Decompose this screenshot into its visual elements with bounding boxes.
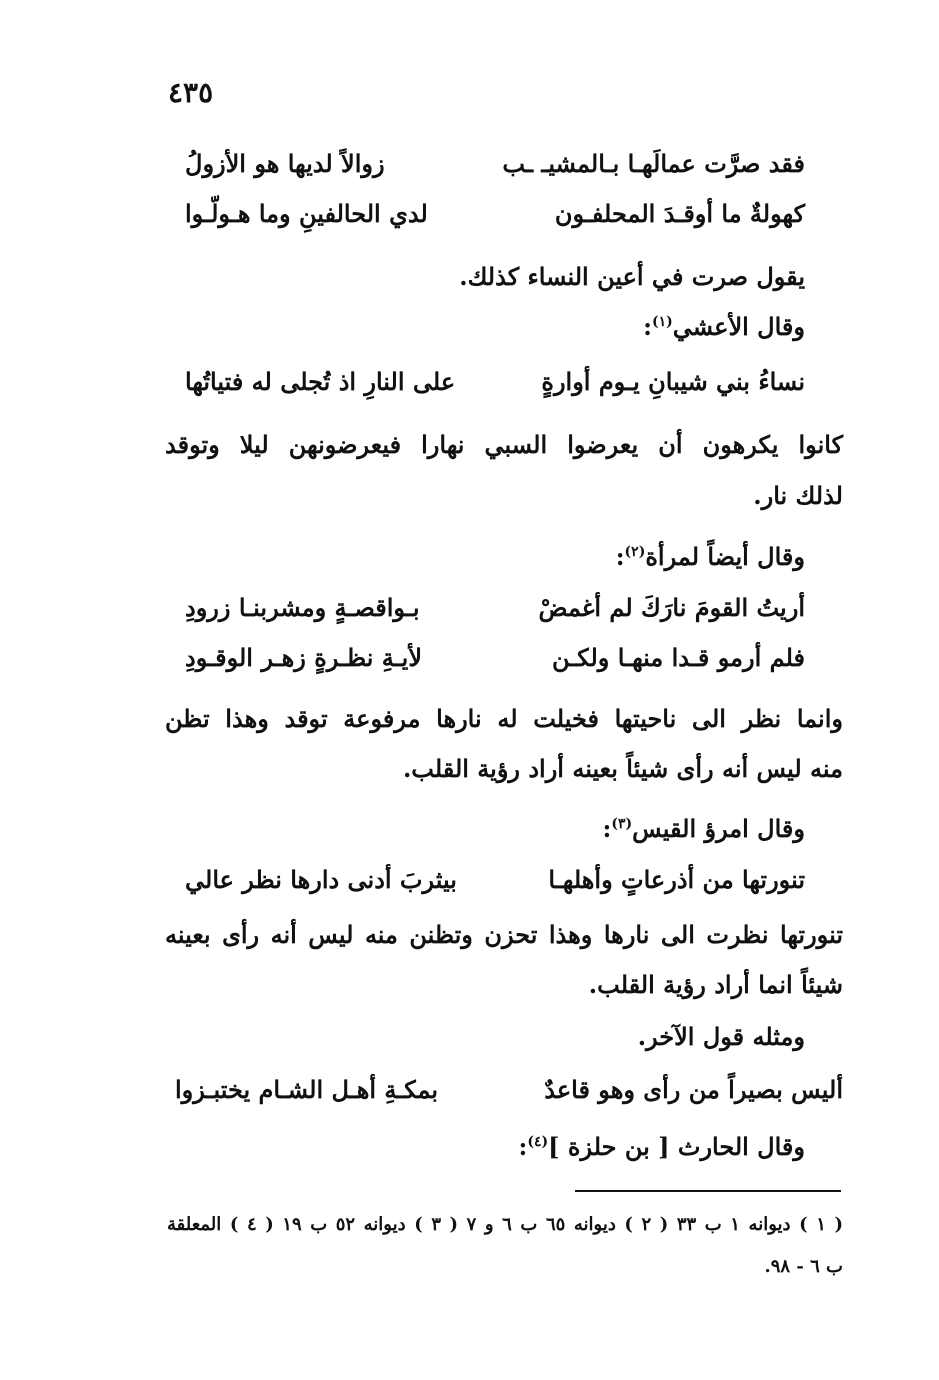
prose-line: يقول صرت في أعين النساء كذلك.: [459, 262, 805, 291]
intro-text: وقال أيضاً لمرأة: [645, 542, 805, 571]
footnote-marker: (٣): [611, 816, 633, 832]
second-hemistich: بـواقصـةٍ ومشربنـا زرودِ: [185, 592, 420, 622]
intro-colon: :: [602, 814, 612, 843]
page-number: ٤٣٥: [168, 76, 214, 109]
second-hemistich: زوالاً لديها هو الأزولُ: [185, 148, 385, 178]
verse-line: [175, 1066, 843, 1112]
verse-line: [185, 584, 805, 630]
second-hemistich: لدي الحالفينِ وما هـولّـوا: [185, 198, 428, 228]
prose-line: تنورتها نظرت الى نارها وهذا تحزن وتظنن منه ليس أنه رأى بعينه: [165, 920, 843, 949]
verse-line: [185, 140, 805, 186]
intro-text: وقال الحارث [ بن حلزة ]: [548, 1132, 805, 1161]
prose-line: شيئاً انما أراد رؤية القلب.: [588, 970, 843, 999]
verse-line: [185, 358, 805, 404]
first-hemistich: أليس بصيراً من رأى وهو قاعدٌ: [544, 1074, 843, 1104]
footnote-marker: (١): [651, 314, 673, 330]
intro-text: وقال الأعشي: [672, 312, 805, 341]
poet-intro: [616, 542, 805, 571]
second-hemistich: لأيـةِ نظـرةٍ زهـر الوقـودِ: [185, 642, 423, 672]
prose-line: لذلك نار.: [753, 481, 843, 510]
footnote-line: ( ١ ) ديوانه ١ ب ٣٣ ( ٢ ) ديوانه ٦٥ ب ٦ و ٧ ( ٣ ) ديوانه ٥٢ ب ١٩ ( ٤ ) المعلقة: [167, 1214, 843, 1235]
poet-intro: [519, 1132, 805, 1161]
first-hemistich: نساءُ بني شيبانِ يـوم أوارةٍ: [541, 366, 805, 396]
verse-line: [185, 190, 805, 236]
intro-text: وقال امرؤ القيس: [632, 814, 805, 843]
second-hemistich: بيثربَ أدنى دارها نظر عالي: [185, 864, 457, 894]
first-hemistich: تنورتها من أذرعاتٍ وأهلهـا: [548, 864, 805, 894]
verse-line: [185, 856, 805, 902]
footnote-marker: (٤): [527, 1134, 549, 1150]
footnote-divider: [575, 1190, 841, 1192]
intro-colon: :: [615, 542, 625, 571]
prose-line: منه ليس أنه رأى شيئاً بعينه أراد رؤية القلب.: [402, 754, 843, 783]
second-hemistich: على النارِ اذ تُجلى له فتياتُها: [185, 366, 456, 396]
intro-colon: :: [643, 312, 652, 341]
second-hemistich: بمكـةِ أهـل الشـام يختبـزوا: [175, 1074, 439, 1104]
intro-colon: :: [518, 1132, 528, 1161]
prose-line: كانوا يكرهون أن يعرضوا السبي نهارا فيعرضونهن ليلا وتوقد: [165, 430, 843, 459]
verse-line: [185, 634, 805, 680]
first-hemistich: كهولةٌ ما أوقـدَ المحلفـون: [554, 198, 805, 228]
first-hemistich: فقد صرَّت عمالَهـا بـالمشيـ ـب: [502, 148, 805, 178]
first-hemistich: أريتُ القومَ نارَكَ لم أغمضْ: [538, 592, 805, 622]
poet-intro: [603, 814, 805, 843]
prose-line: ومثله قول الآخر.: [637, 1022, 805, 1051]
first-hemistich: فلم أرمو قـدا منهـا ولكـن: [551, 642, 805, 672]
prose-line: وانما نظر الى ناحيتها فخيلت له نارها مرفوعة توقد وهذا تظن: [165, 704, 843, 733]
footnote-marker: (٢): [624, 544, 646, 560]
poet-intro: [643, 312, 805, 341]
footnote-line: ب ٦ - ٩٨.: [764, 1256, 843, 1277]
